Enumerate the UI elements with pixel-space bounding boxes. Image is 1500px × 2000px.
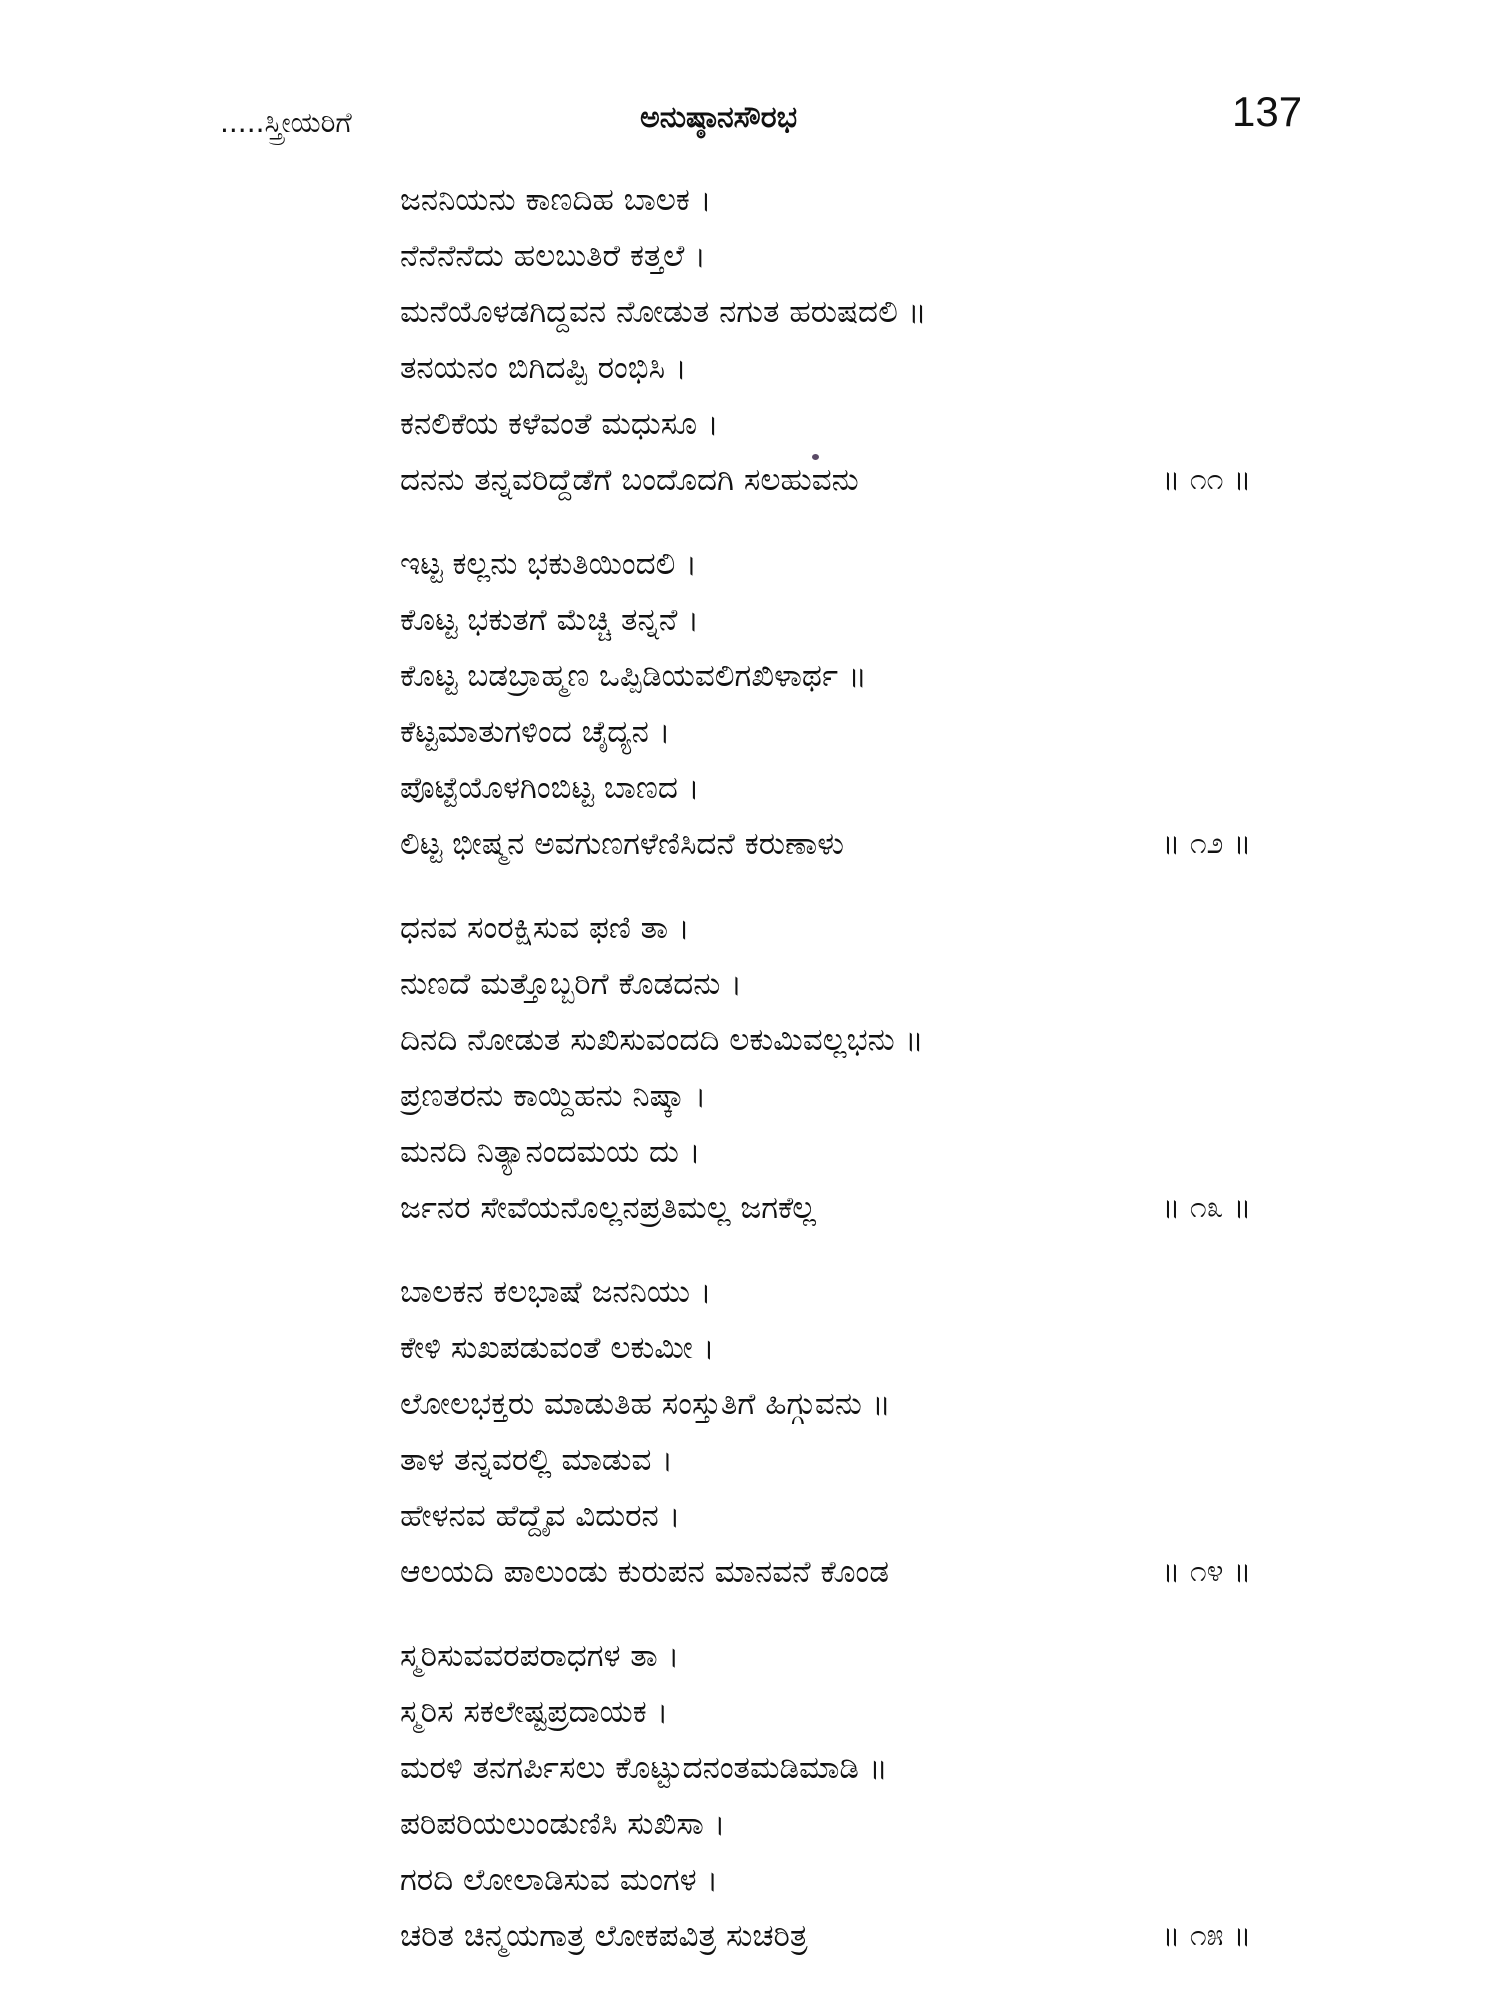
stanza-14 [400,1264,1320,1600]
verse-line: ಜನನಿಯನು ಕಾಣದಿಹ ಬಾಲಕ । [400,182,712,218]
verse-line: ಕೊಟ್ಟ ಭಕುತಗೆ ಮೆಚ್ಚಿ ತನ್ನನೆ । [400,602,700,638]
verse-line: ನೆನೆನೆನೆದು ಹಲಬುತಿರೆ ಕತ್ತಲೆ । [400,238,706,274]
verse-line: ಪೊಟ್ಟೆಯೊಳಗಿಂಬಿಟ್ಟ ಬಾಣದ । [400,770,700,806]
stanza-number: ॥ ೧೫ ॥ [1162,1918,1252,1953]
stanza-15 [400,1628,1320,1964]
verse-line-text: ಚರಿತ ಚಿನ್ಮಯಗಾತ್ರ ಲೋಕಪವಿತ್ರ ಸುಚರಿತ್ರ [400,1918,808,1954]
section-title: .....ಸ್ತ್ರೀಯರಿಗೆ [220,106,352,139]
stanza-11 [400,172,1320,508]
verse-line: ಇಟ್ಟ ಕಲ್ಲನು ಭಕುತಿಯಿಂದಲಿ । [400,546,697,582]
verse-line: ತನಯನಂ ಬಿಗಿದಪ್ಪಿ ರಂಭಿಸಿ । [400,350,687,386]
verse-line: ಕೊಟ್ಟ ಬಡಬ್ರಾಹ್ಮಣ ಒಪ್ಪಿಡಿಯವಲಿಗಖಿಳಾರ್ಥ ॥ [400,658,867,694]
stanza-number: ॥ ೧೪ ॥ [1162,1554,1252,1589]
verse-line: ನುಣದೆ ಮತ್ತೊಬ್ಬರಿಗೆ ಕೊಡದನು । [400,966,742,1002]
verse-line: ಸ್ಮರಿಸುವವರಪರಾಧಗಳ ತಾ । [400,1638,680,1674]
verse-line: ಪರಿಪರಿಯಲುಂಡುಣಿಸಿ ಸುಖಿಸಾ । [400,1806,726,1842]
verse-line: ಮನದಿ ನಿತ್ಯಾನಂದಮಯ ದು । [400,1134,701,1170]
verse-final-line [400,1544,1320,1600]
page-number: 137 [1232,88,1303,135]
stanza-12 [400,536,1320,872]
verse-line-text: ದನನು ತನ್ನವರಿದ್ದೆಡೆಗೆ ಬಂದೊದಗಿ ಸಲಹುವನು [400,462,859,498]
verse-line: ತಾಳ ತನ್ನವರಲ್ಲಿ ಮಾಡುವ । [400,1442,674,1478]
verse-line: ಲೋಲಭಕ್ತರು ಮಾಡುತಿಹ ಸಂಸ್ತುತಿಗೆ ಹಿಗ್ಗುವನು ॥ [400,1386,891,1422]
verse-line: ಸ್ಮರಿಸ ಸಕಲೇಷ್ಟಪ್ರದಾಯಕ । [400,1694,669,1730]
verse-line: ಪ್ರಣತರನು ಕಾಯ್ದಿಹನು ನಿಷ್ಕಾ । [400,1078,707,1114]
verse-line: ಕೆಟ್ಟಮಾತುಗಳಿಂದ ಚೈದ್ಯನ । [400,714,671,750]
verse-final-line [400,816,1320,872]
verse-final-line [400,1180,1320,1236]
verse-final-line [400,452,1320,508]
verse-final-line [400,1908,1320,1964]
stanza-number: ॥ ೧೨ ॥ [1162,826,1252,861]
verse-line-text: ಲಿಟ್ಟ ಭೀಷ್ಮನ ಅವಗುಣಗಳೆಣಿಸಿದನೆ ಕರುಣಾಳು [400,826,844,862]
verse-body [400,172,1320,1992]
verse-line: ಮನೆಯೊಳಡಗಿದ್ದವನ ನೋಡುತ ನಗುತ ಹರುಷದಲಿ ॥ [400,294,927,330]
verse-line-text: ಆಲಯದಿ ಪಾಲುಂಡು ಕುರುಪನ ಮಾನವನೆ ಕೊಂಡ [400,1554,889,1590]
verse-line: ಮರಳಿ ತನಗರ್ಪಿಸಲು ಕೊಟ್ಟುದನಂತಮಡಿಮಾಡಿ ॥ [400,1750,888,1786]
book-title: ಅನುಷ್ಠಾನಸೌರಭ [640,100,798,135]
verse-line: ದಿನದಿ ನೋಡುತ ಸುಖಿಸುವಂದದಿ ಲಕುಮಿವಲ್ಲಭನು ॥ [400,1022,924,1058]
running-header [0,88,1500,148]
verse-line: ಬಾಲಕನ ಕಲಭಾಷೆ ಜನನಿಯು । [400,1274,712,1310]
verse-line: ಹೇಳನವ ಹೆದ್ದೈವ ವಿದುರನ । [400,1498,681,1534]
stanza-number: ॥ ೧೧ ॥ [1162,462,1252,497]
verse-line: ಧನವ ಸಂರಕ್ಷಿಸುವ ಫಣಿ ತಾ । [400,910,690,946]
verse-line: ಕೇಳಿ ಸುಖಪಡುವಂತೆ ಲಕುಮೀ । [400,1330,715,1366]
verse-line-text: ರ್ಜನರ ಸೇವೆಯನೊಲ್ಲನಪ್ರತಿಮಲ್ಲ ಜಗಕೆಲ್ಲ [400,1190,816,1226]
verse-line: ಕನಲಿಕೆಯ ಕಳೆವಂತೆ ಮಧುಸೂ । [400,406,719,442]
stanza-13 [400,900,1320,1236]
verse-line: ಗರದಿ ಲೋಲಾಡಿಸುವ ಮಂಗಳ । [400,1862,719,1898]
ink-speck [812,454,819,460]
stanza-number: ॥ ೧೩ ॥ [1162,1190,1252,1225]
